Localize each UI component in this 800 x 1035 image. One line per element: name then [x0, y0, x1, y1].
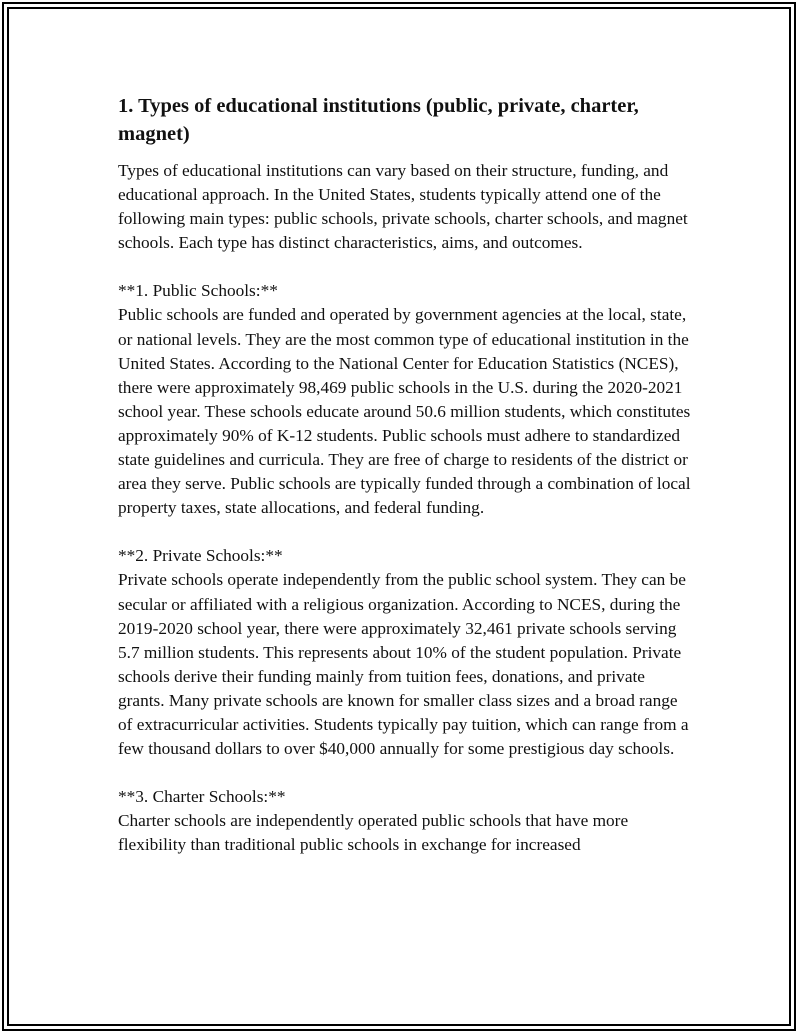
public-schools-section [118, 279, 693, 520]
private-schools-label: **2. Private Schools:** [118, 546, 283, 566]
public-schools-paragraph: Public schools are funded and operated by government agencies at the local, state, or national levels. They are the most common type of educational institution in the United States. According to the National Center for Education Statistics (NCES), there were approximately 98,469 public schools in the U.S. during the 2020-2021 school year. These schools educate around 50.6 million students, which constitutes approximately 90% of K-12 students. Public schools must adhere to standardized state guidelines and curricula. They are free of charge to residents of the district or area they serve. Public schools are typically funded through a combination of local property taxes, state allocations, and federal funding. [118, 305, 691, 518]
private-schools-section [118, 544, 693, 761]
private-schools-paragraph: Private schools operate independently from the public school system. They can be secular or affiliated with a religious organization. According to NCES, during the 2019-2020 school year, there were approximately 32,461 private schools serving 5.7 million students. This represents about 10% of the student population. Private schools derive their funding mainly from tuition fees, donations, and private grants. Many private schools are known for smaller class sizes and a broad range of extracurricular activities. Students typically pay tuition, which can range from a few thousand dollars to over $40,000 annually for some prestigious day schools. [118, 570, 689, 759]
charter-schools-section [118, 785, 693, 857]
charter-schools-label: **3. Charter Schools:** [118, 787, 286, 807]
document-body [118, 92, 693, 857]
intro-paragraph: Types of educational institutions can vary based on their structure, funding, and educational approach. In the United States, students typically attend one of the following main types: public schools, private schools, charter schools, and magnet schools. Each type has distinct characteristics, aims, and outcomes. [118, 161, 688, 253]
section-heading: 1. Types of educational institutions (public, private, charter, magnet) [118, 95, 639, 145]
charter-schools-paragraph: Charter schools are independently operated public schools that have more flexibility than traditional public schools in exchange for increased [118, 811, 629, 855]
public-schools-label: **1. Public Schools:** [118, 281, 278, 301]
